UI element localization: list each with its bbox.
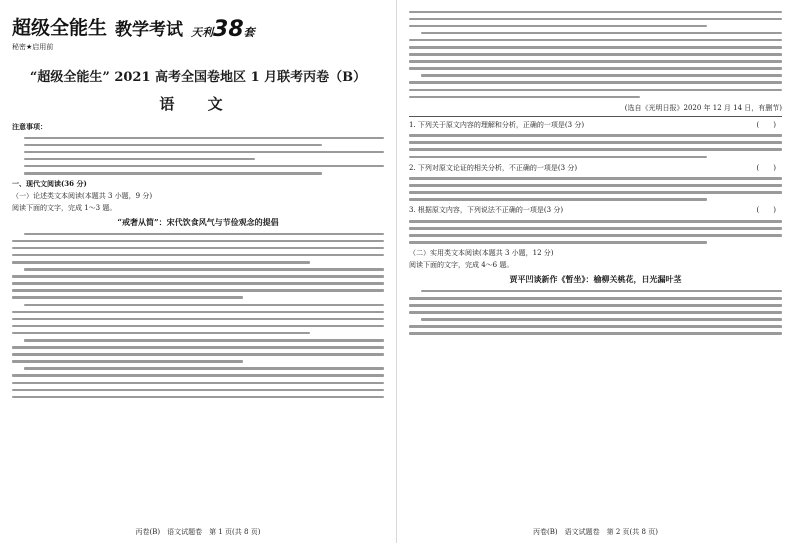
notes-heading: 注意事项： — [12, 122, 47, 131]
section-1-heading: 一、现代文阅读(36 分) — [12, 179, 87, 189]
section-1-2-heading: （二）实用类文本阅读(本题共 3 小题，12 分) — [409, 249, 554, 258]
section-1-2-prompt: 阅读下面的文字，完成 4～6 题。 — [409, 261, 514, 270]
subject-title: 语 文 — [159, 95, 237, 113]
article-continuation — [409, 11, 782, 99]
brand-logo-suffix: 套 — [243, 26, 255, 39]
page-1-footer: 丙卷(B) 语文试题卷 第 1 页(共 8 页) — [135, 528, 261, 536]
question-2-answer-blank[interactable]: ( ) — [756, 163, 776, 172]
question-2-stem: 2. 下列对原文论证的相关分析，不正确的一项是(3 分) — [409, 163, 578, 172]
question-1-stem: 1. 下列关于原文内容的理解和分析，正确的一项是(3 分) — [409, 120, 585, 129]
exam-title: “超级全能生” 2021 高考全国卷地区 1 月联考丙卷（B） — [29, 70, 367, 85]
section-1-1-heading: （一）论述类文本阅读(本题共 3 小题，9 分) — [12, 192, 153, 201]
page-2-footer: 丙卷(B) 语文试题卷 第 2 页(共 8 页) — [533, 528, 658, 536]
question-3 — [409, 205, 782, 215]
brand-logo-prefix: 天利 — [191, 26, 214, 39]
question-1 — [409, 120, 782, 130]
brand-logo — [191, 17, 255, 42]
question-3-answer-blank[interactable]: ( ) — [756, 206, 776, 215]
article-2-body — [409, 290, 782, 335]
article-body — [12, 233, 384, 399]
secret-label: 秘密★启用前 — [12, 43, 54, 51]
question-1-answer-blank[interactable]: ( ) — [756, 120, 776, 129]
brand-subtitle: 教学考试 — [115, 20, 184, 40]
page-2 — [397, 0, 794, 543]
brand-logo-number: 38 — [213, 17, 244, 42]
question-3-stem: 3. 根据原文内容，下列说法不正确的一项是(3 分) — [409, 206, 564, 215]
section-1-1-prompt: 阅读下面的文字，完成 1～3 题。 — [12, 204, 117, 213]
divider — [409, 116, 782, 117]
brand-name: 超级全能生 — [12, 17, 108, 39]
question-3-options — [409, 220, 782, 244]
notes-body — [12, 137, 384, 175]
question-2 — [409, 163, 782, 173]
question-1-options — [409, 134, 782, 158]
brand-header — [12, 6, 384, 40]
article-title: “戒奢从简”：宋代饮食风气与节俭观念的提倡 — [117, 217, 279, 228]
article-2-title: 贾平凹谈新作《暂坐》：榆柳关桃花，日光漏叶茎 — [509, 274, 682, 285]
question-2-options — [409, 177, 782, 201]
article-source: (选自《光明日报》2020 年 12 月 14 日，有删节) — [624, 103, 782, 112]
